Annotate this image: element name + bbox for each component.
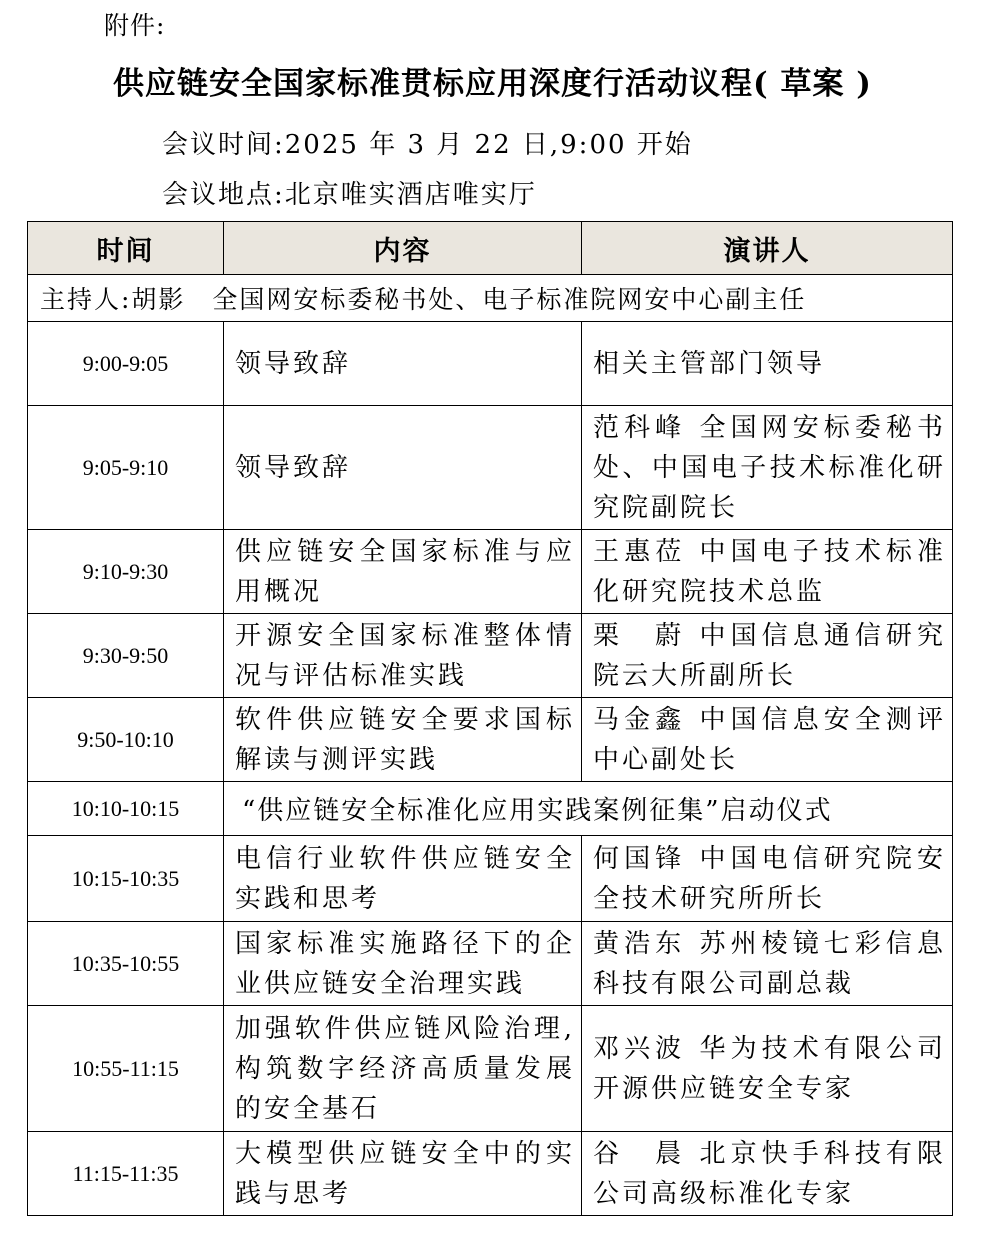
page-title: 供应链安全国家标准贯标应用深度行活动议程( 草案 ) <box>113 66 872 102</box>
content-cell: 电信行业软件供应链安全实践和思考 <box>224 836 582 922</box>
speaker-cell: 何国锋 中国电信研究院安全技术研究所所长 <box>582 836 953 922</box>
time-cell: 9:00-9:05 <box>28 322 224 406</box>
content-cell: 国家标准实施路径下的企业供应链安全治理实践 <box>224 922 582 1006</box>
speaker-cell: 范科峰 全国网安标委秘书处、中国电子技术标准化研究院副院长 <box>582 406 953 530</box>
time-cell: 10:55-11:15 <box>28 1006 224 1132</box>
content-cell: 领导致辞 <box>224 322 582 406</box>
time-cell: 9:10-9:30 <box>28 530 224 614</box>
content-cell: 加强软件供应链风险治理,构筑数字经济高质量发展的安全基石 <box>224 1006 582 1132</box>
meeting-place: 会议地点:北京唯实酒店唯实厅 <box>162 180 537 210</box>
time-cell: 11:15-11:35 <box>28 1132 224 1216</box>
table-row <box>28 922 953 1006</box>
table-row <box>28 836 953 922</box>
table-row <box>28 530 953 614</box>
time-cell: 9:30-9:50 <box>28 614 224 698</box>
speaker-cell: 王惠莅 中国电子技术标准化研究院技术总监 <box>582 530 953 614</box>
content-cell: 软件供应链安全要求国标解读与测评实践 <box>224 698 582 782</box>
header-speaker: 演讲人 <box>582 222 953 275</box>
table-row <box>28 1006 953 1132</box>
header-row <box>28 222 953 275</box>
header-content: 内容 <box>224 222 582 275</box>
speaker-cell: 黄浩东 苏州棱镜七彩信息科技有限公司副总裁 <box>582 922 953 1006</box>
table-row <box>28 406 953 530</box>
speaker-cell: 栗 蔚 中国信息通信研究院云大所副所长 <box>582 614 953 698</box>
host-cell: 主持人:胡影 全国网安标委秘书处、电子标准院网安中心副主任 <box>28 275 953 322</box>
time-cell: 9:50-10:10 <box>28 698 224 782</box>
speaker-cell: 谷 晨 北京快手科技有限公司高级标准化专家 <box>582 1132 953 1216</box>
speaker-cell: 邓兴波 华为技术有限公司开源供应链安全专家 <box>582 1006 953 1132</box>
time-cell: 10:10-10:15 <box>28 782 224 836</box>
time-cell: 10:15-10:35 <box>28 836 224 922</box>
time-cell: 10:35-10:55 <box>28 922 224 1006</box>
content-cell: 领导致辞 <box>224 406 582 530</box>
table-row <box>28 698 953 782</box>
agenda-table <box>27 221 953 1216</box>
table-row <box>28 614 953 698</box>
content-cell: 开源安全国家标准整体情况与评估标准实践 <box>224 614 582 698</box>
speaker-cell: 相关主管部门领导 <box>582 322 953 406</box>
table-row <box>28 782 953 836</box>
speaker-cell: 马金鑫 中国信息安全测评中心副处长 <box>582 698 953 782</box>
attachment-label: 附件: <box>104 11 166 40</box>
time-cell: 9:05-9:10 <box>28 406 224 530</box>
table-row <box>28 322 953 406</box>
content-cell: 大模型供应链安全中的实践与思考 <box>224 1132 582 1216</box>
host-row <box>28 275 953 322</box>
header-time: 时间 <box>28 222 224 275</box>
table-row <box>28 1132 953 1216</box>
content-cell: 供应链安全国家标准与应用概况 <box>224 530 582 614</box>
ceremony-cell: “供应链安全标准化应用实践案例征集”启动仪式 <box>224 782 953 836</box>
meeting-time: 会议时间:2025 年 3 月 22 日,9:00 开始 <box>162 130 693 160</box>
